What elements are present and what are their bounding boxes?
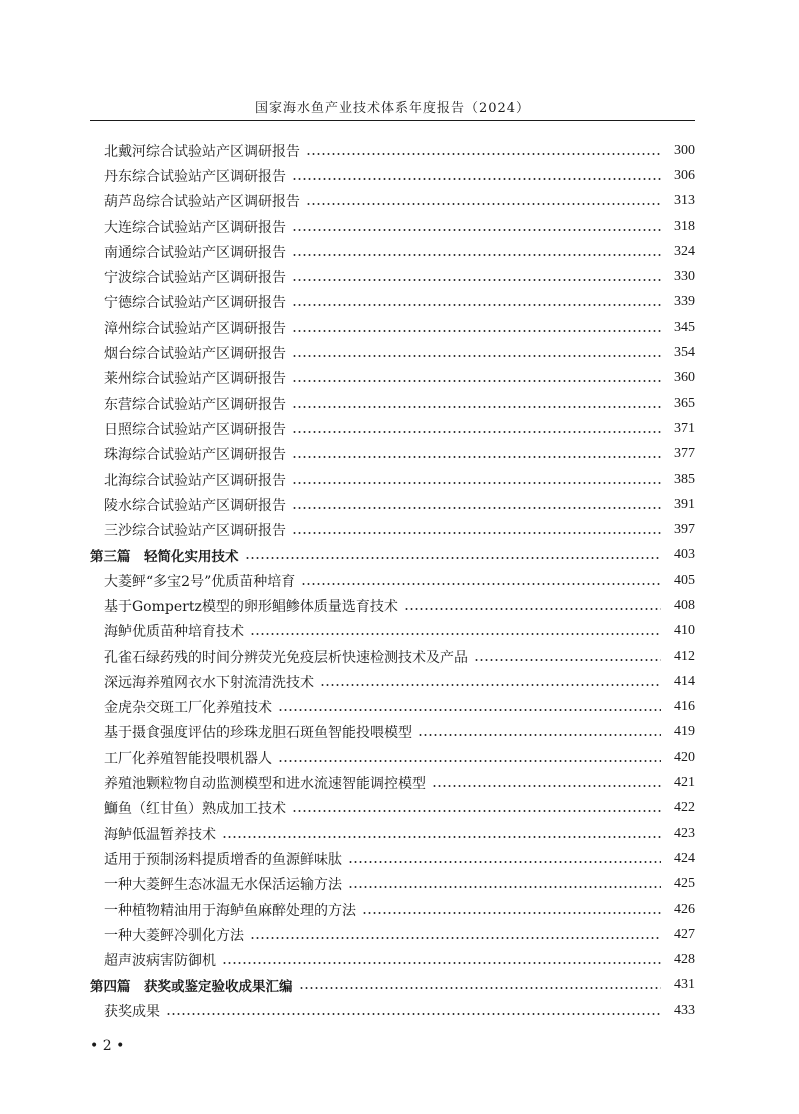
- toc-entry-title: 陵水综合试验站产区调研报告: [104, 497, 286, 514]
- toc-entry[interactable]: [0, 872, 799, 897]
- toc-entry[interactable]: [0, 619, 799, 644]
- toc-entry[interactable]: [0, 315, 799, 340]
- toc-entry-title: 北戴河综合试验站产区调研报告: [104, 143, 300, 160]
- header-rule: [90, 120, 695, 121]
- toc-entry-title: 获奖成果: [104, 1003, 160, 1020]
- toc-entry[interactable]: [0, 998, 799, 1023]
- dot-leader: [245, 548, 662, 562]
- toc-part-entry[interactable]: [0, 543, 799, 568]
- dot-leader: [299, 978, 662, 992]
- dot-leader: [222, 827, 661, 841]
- toc-entry[interactable]: [0, 340, 799, 365]
- toc-entry-page: 425: [674, 876, 695, 892]
- toc-entry[interactable]: [0, 644, 799, 669]
- toc-entry[interactable]: [0, 517, 799, 542]
- dot-leader: [250, 624, 661, 638]
- toc-entry-title: 大连综合试验站产区调研报告: [104, 219, 286, 236]
- dot-leader: [292, 498, 661, 512]
- dot-leader: [292, 801, 661, 815]
- dot-leader: [292, 447, 661, 461]
- dot-leader: [278, 751, 661, 765]
- toc-entry-title: 珠海综合试验站产区调研报告: [104, 447, 286, 464]
- dot-leader: [320, 675, 661, 689]
- toc-entry-title: 一种大菱鲆冷驯化方法: [104, 927, 244, 944]
- table-of-contents: [0, 138, 799, 1023]
- toc-entry[interactable]: [0, 669, 799, 694]
- toc-entry-page: 433: [674, 1002, 695, 1018]
- toc-entry-page: 313: [674, 193, 695, 209]
- dot-leader: [292, 270, 661, 284]
- toc-entry[interactable]: [0, 416, 799, 441]
- dot-leader: [292, 346, 661, 360]
- toc-entry-page: 408: [674, 597, 695, 613]
- toc-entry-page: 318: [674, 218, 695, 234]
- dot-leader: [278, 700, 661, 714]
- toc-entry[interactable]: [0, 897, 799, 922]
- toc-entry-title: 丹东综合试验站产区调研报告: [104, 168, 286, 185]
- toc-entry-title: 基于Gompertz模型的卵形鲳鲹体质量选育技术: [104, 598, 398, 615]
- dot-leader: [292, 397, 661, 411]
- toc-entry-title: 南通综合试验站产区调研报告: [104, 244, 286, 261]
- toc-entry[interactable]: [0, 720, 799, 745]
- dot-leader: [306, 194, 661, 208]
- toc-entry[interactable]: [0, 745, 799, 770]
- dot-leader: [292, 220, 661, 234]
- toc-entry[interactable]: [0, 821, 799, 846]
- toc-entry-title: 宁德综合试验站产区调研报告: [104, 295, 286, 312]
- toc-entry-title: 三沙综合试验站产区调研报告: [104, 523, 286, 540]
- toc-entry-page: 339: [674, 294, 695, 310]
- toc-entry-title: 金虎杂交斑工厂化养殖技术: [104, 700, 272, 717]
- toc-entry-title: 基于摄食强度评估的珍珠龙胆石斑鱼智能投喂模型: [104, 725, 412, 742]
- toc-entry-page: 405: [674, 572, 695, 588]
- toc-entry-title: 宁波综合试验站产区调研报告: [104, 270, 286, 287]
- toc-entry[interactable]: [0, 264, 799, 289]
- toc-entry[interactable]: [0, 796, 799, 821]
- toc-entry-page: 421: [674, 775, 695, 791]
- toc-entry[interactable]: [0, 214, 799, 239]
- toc-entry-title: 超声波病害防御机: [104, 953, 216, 970]
- dot-leader: [222, 953, 661, 967]
- toc-entry-page: 300: [674, 142, 695, 158]
- toc-entry-page: 426: [674, 901, 695, 917]
- toc-entry[interactable]: [0, 568, 799, 593]
- toc-entry-title: 鰤鱼（红甘鱼）熟成加工技术: [104, 801, 286, 818]
- toc-entry[interactable]: [0, 593, 799, 618]
- toc-entry-page: 422: [674, 800, 695, 816]
- toc-entry-title: 葫芦岛综合试验站产区调研报告: [104, 194, 300, 211]
- toc-entry-page: 360: [674, 370, 695, 386]
- dot-leader: [292, 169, 661, 183]
- toc-entry-page: 371: [674, 420, 695, 436]
- toc-entry-title: 漳州综合试验站产区调研报告: [104, 320, 286, 337]
- toc-entry[interactable]: [0, 695, 799, 720]
- toc-entry[interactable]: [0, 239, 799, 264]
- toc-entry-page: 424: [674, 850, 695, 866]
- dot-leader: [292, 422, 661, 436]
- toc-entry-page: 416: [674, 699, 695, 715]
- toc-entry-page: 397: [674, 522, 695, 538]
- toc-entry[interactable]: [0, 366, 799, 391]
- toc-entry-title: 适用于预制汤料提质增香的鱼源鲜味肽: [104, 851, 342, 868]
- toc-entry-title: 孔雀石绿药残的时间分辨荧光免疫层析快速检测技术及产品: [104, 649, 468, 666]
- dot-leader: [292, 245, 661, 259]
- toc-entry[interactable]: [0, 138, 799, 163]
- dot-leader: [301, 574, 661, 588]
- toc-entry-title: 海鲈优质苗种培育技术: [104, 624, 244, 641]
- toc-entry-page: 423: [674, 825, 695, 841]
- toc-entry-page: 306: [674, 167, 695, 183]
- toc-entry[interactable]: [0, 290, 799, 315]
- toc-entry[interactable]: [0, 948, 799, 973]
- dot-leader: [292, 371, 661, 385]
- toc-entry-page: 385: [674, 471, 695, 487]
- toc-entry[interactable]: [0, 189, 799, 214]
- toc-entry[interactable]: [0, 492, 799, 517]
- toc-entry-title: 海鲈低温暂养技术: [104, 826, 216, 843]
- dot-leader: [432, 776, 661, 790]
- toc-entry-title: 养殖池颗粒物自动监测模型和进水流速智能调控模型: [104, 776, 426, 793]
- dot-leader: [348, 852, 661, 866]
- toc-entry-page: 403: [674, 547, 695, 563]
- toc-entry-title: 第四篇 获奖或鉴定验收成果汇编: [90, 979, 293, 996]
- toc-entry-page: 324: [674, 243, 695, 259]
- dot-leader: [362, 903, 661, 917]
- toc-entry[interactable]: [0, 442, 799, 467]
- toc-entry-page: 391: [674, 496, 695, 512]
- dot-leader: [292, 473, 661, 487]
- dot-leader: [474, 650, 661, 664]
- running-header: 国家海水鱼产业技术体系年度报告（2024）: [254, 101, 531, 116]
- toc-entry-page: 410: [674, 623, 695, 639]
- dot-leader: [250, 928, 661, 942]
- dot-leader: [292, 321, 661, 335]
- toc-entry-title: 北海综合试验站产区调研报告: [104, 472, 286, 489]
- toc-entry-title: 东营综合试验站产区调研报告: [104, 396, 286, 413]
- toc-entry[interactable]: [0, 467, 799, 492]
- dot-leader: [166, 1004, 661, 1018]
- toc-entry-page: 414: [674, 673, 695, 689]
- toc-entry-page: 354: [674, 345, 695, 361]
- toc-entry[interactable]: [0, 846, 799, 871]
- toc-entry-title: 第三篇 轻简化实用技术: [90, 549, 239, 566]
- page-number: • 2 •: [90, 1038, 125, 1054]
- toc-entry-page: 377: [674, 446, 695, 462]
- toc-entry-page: 412: [674, 648, 695, 664]
- toc-entry-page: 419: [674, 724, 695, 740]
- toc-entry-title: 一种植物精油用于海鲈鱼麻醉处理的方法: [104, 902, 356, 919]
- toc-entry[interactable]: [0, 922, 799, 947]
- dot-leader: [306, 144, 661, 158]
- toc-entry-title: 大菱鲆“多宝2号”优质苗种培育: [104, 573, 296, 590]
- toc-entry-page: 330: [674, 269, 695, 285]
- toc-entry-page: 431: [674, 977, 695, 993]
- toc-entry-page: 420: [674, 749, 695, 765]
- toc-entry-page: 365: [674, 395, 695, 411]
- toc-entry[interactable]: [0, 770, 799, 795]
- toc-entry-title: 日照综合试验站产区调研报告: [104, 421, 286, 438]
- toc-entry-title: 一种大菱鲆生态冰温无水保活运输方法: [104, 877, 342, 894]
- dot-leader: [404, 599, 661, 613]
- dot-leader: [418, 725, 661, 739]
- toc-entry-page: 427: [674, 926, 695, 942]
- toc-entry-page: 345: [674, 319, 695, 335]
- toc-part-entry[interactable]: [0, 973, 799, 998]
- toc-entry-title: 深远海养殖网衣水下射流清洗技术: [104, 674, 314, 691]
- toc-entry-page: 428: [674, 952, 695, 968]
- toc-entry[interactable]: [0, 391, 799, 416]
- toc-entry-title: 莱州综合试验站产区调研报告: [104, 371, 286, 388]
- dot-leader: [348, 877, 661, 891]
- toc-entry[interactable]: [0, 163, 799, 188]
- toc-entry-title: 烟台综合试验站产区调研报告: [104, 346, 286, 363]
- toc-entry-title: 工厂化养殖智能投喂机器人: [104, 750, 272, 767]
- dot-leader: [292, 523, 661, 537]
- dot-leader: [292, 295, 661, 309]
